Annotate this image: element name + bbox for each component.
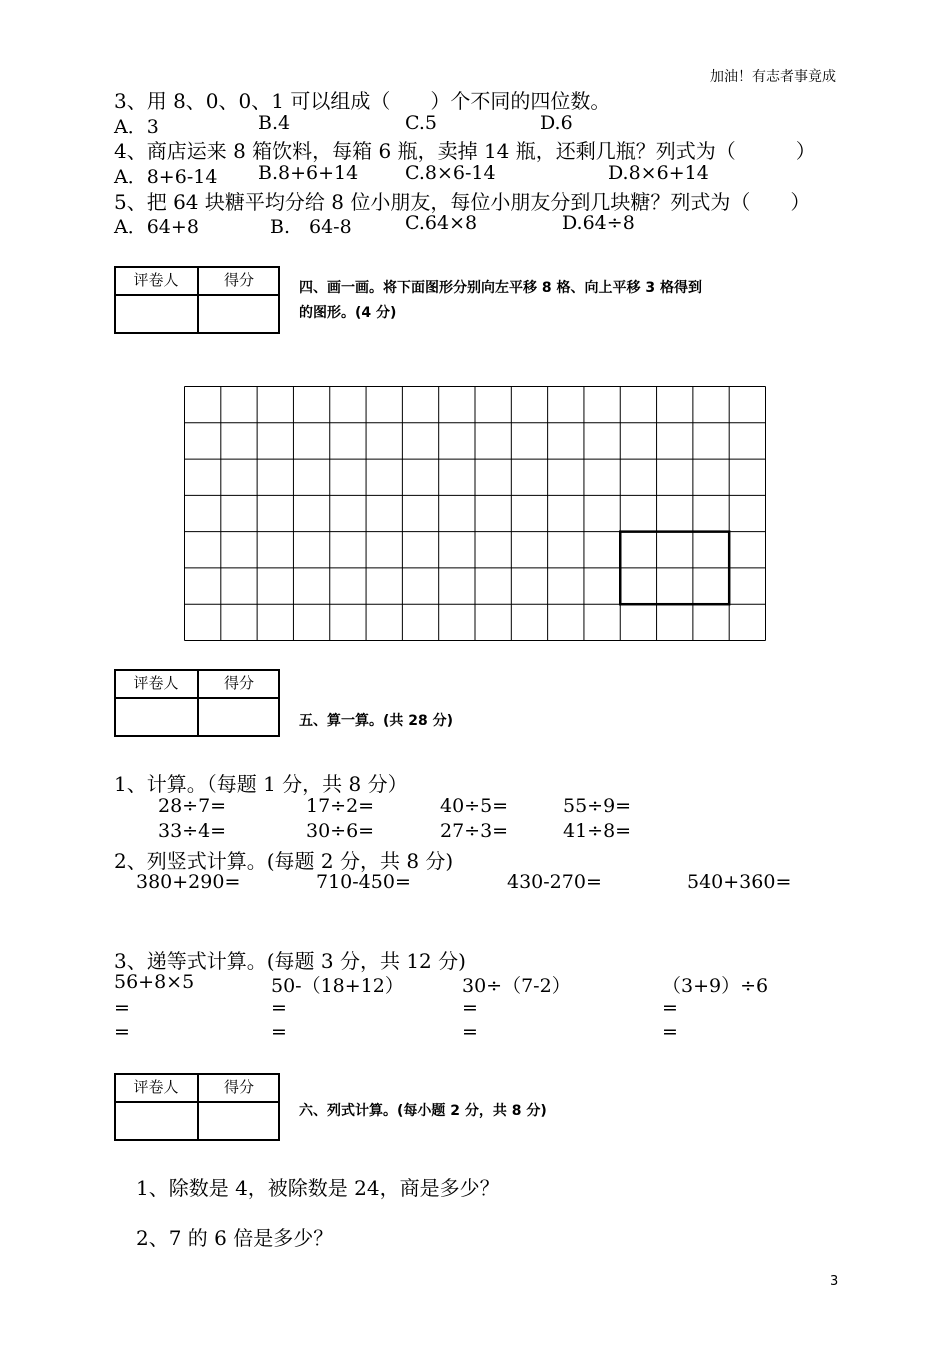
section-5-title: 五、算一算。(共 28 分) — [299, 713, 454, 729]
equals-sign: = — [271, 1021, 287, 1043]
question-5-option-b: B. 64-8 — [270, 216, 352, 238]
score-box-reviewer-label: 评卷人 — [133, 674, 179, 692]
score-box-reviewer-label: 评卷人 — [133, 1078, 179, 1096]
question-3-option-d: D.6 — [540, 112, 573, 134]
vertical-calc-item: 710-450= — [316, 871, 411, 893]
question-3-stem: 3、用 8、0、0、1 可以组成（ ）个不同的四位数。 — [114, 89, 611, 113]
question-4-option-a: A．8+6-14 — [114, 166, 218, 188]
translation-grid — [184, 386, 766, 641]
word-problem-1: 1、除数是 4，被除数是 24，商是多少？ — [136, 1176, 500, 1200]
equals-sign: = — [462, 997, 478, 1019]
step-calc-item: 30÷（7-2） — [462, 975, 571, 997]
score-box — [114, 266, 280, 334]
calc-item: 41÷8= — [563, 820, 632, 842]
question-5-option-d: D.64÷8 — [562, 212, 635, 234]
step-calc-item: （3+9）÷6 — [662, 975, 769, 997]
step-calc-item: 50-（18+12） — [271, 975, 404, 997]
score-box-score-label: 得分 — [223, 271, 254, 289]
score-box-score-label: 得分 — [223, 674, 254, 692]
section-6-title: 六、列式计算。(每小题 2 分，共 8 分) — [299, 1103, 547, 1119]
question-3-option-b: B.4 — [258, 112, 291, 134]
calc-item: 33÷4= — [158, 820, 227, 842]
equals-sign: = — [462, 1021, 478, 1043]
calc-item: 40÷5= — [440, 795, 509, 817]
word-problem-2: 2、7 的 6 倍是多少？ — [136, 1226, 334, 1250]
section-4-title: 四、画一画。将下面图形分别向左平移 8 格、向上平移 3 格得到 — [299, 280, 702, 296]
equals-sign: = — [114, 1021, 130, 1043]
equals-sign: = — [271, 997, 287, 1019]
calc-item: 17÷2= — [306, 795, 375, 817]
score-box-reviewer-label: 评卷人 — [133, 271, 179, 289]
vertical-calc-item: 430-270= — [507, 871, 602, 893]
question-4-option-c: C.8×6-14 — [405, 162, 496, 184]
score-box — [114, 1073, 280, 1141]
question-4-stem: 4、商店运来 8 箱饮料，每箱 6 瓶，卖掉 14 瓶，还剩几瓶？列式为（ ） — [114, 139, 816, 163]
question-3-option-a: A．3 — [114, 116, 159, 138]
calc-item: 30÷6= — [306, 820, 375, 842]
calc-item: 55÷9= — [563, 795, 632, 817]
vertical-calc-item: 540+360= — [687, 871, 792, 893]
equals-sign: = — [662, 997, 678, 1019]
equals-sign: = — [114, 997, 130, 1019]
part-3-title: 3、递等式计算。(每题 3 分，共 12 分) — [114, 949, 466, 973]
grid-svg — [184, 386, 766, 641]
question-5-option-c: C.64×8 — [405, 212, 478, 234]
step-calc-item: 56+8×5 — [114, 971, 195, 993]
page-number: 3 — [830, 1274, 839, 1289]
question-3-option-c: C.5 — [405, 112, 437, 134]
header-motto: 加油！有志者事竟成 — [710, 69, 836, 85]
question-5-stem: 5、把 64 块糖平均分给 8 位小朋友，每位小朋友分到几块糖？列式为（ ） — [114, 190, 811, 214]
equals-sign: = — [662, 1021, 678, 1043]
calc-item: 28÷7= — [158, 795, 227, 817]
score-box-score-label: 得分 — [223, 1078, 254, 1096]
calc-item: 27÷3= — [440, 820, 509, 842]
section-4-title-continued: 的图形。(4 分) — [299, 305, 397, 321]
question-4-option-d: D.8×6+14 — [608, 162, 709, 184]
part-2-title: 2、列竖式计算。(每题 2 分，共 8 分) — [114, 849, 454, 873]
question-5-option-a: A．64+8 — [114, 216, 199, 238]
question-4-option-b: B.8+6+14 — [258, 162, 359, 184]
vertical-calc-item: 380+290= — [136, 871, 241, 893]
part-1-title: 1、计算。（每题 1 分，共 8 分） — [114, 772, 408, 796]
score-box — [114, 669, 280, 737]
